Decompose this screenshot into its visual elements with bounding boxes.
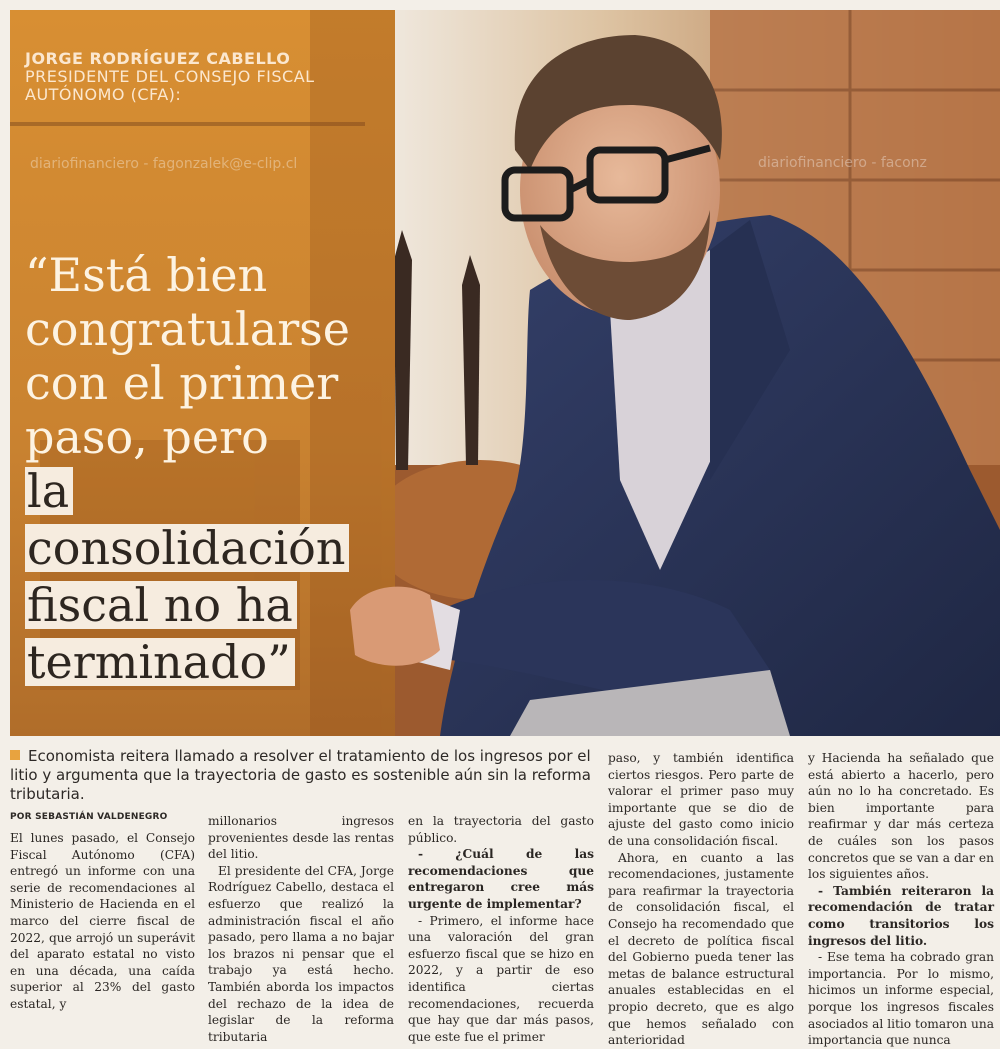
interview-question: - También reiteraron la recomendación de tratar como transitorios los ingresos del litio.	[808, 883, 994, 948]
paragraph: - Primero, el informe hace una valoración del gran esfuerzo fiscal que se hizo en 2022, y a partir de eso identifica ciertas recomendaciones, recuerda que hay que dar más pasos, que este fue el primer	[408, 913, 594, 1044]
article-column-5	[808, 750, 994, 1049]
article-column-4	[608, 750, 794, 1049]
paragraph: El presidente del CFA, Jorge Rodríguez Cabello, destaca el esfuerzo que realizó la administración fiscal el año pasado, pero llama a no bajar los brazos ni pensar que el trabajo ya está hecho. También aborda los impactos del rechazo de la idea de legislar de la reforma tributaria	[208, 863, 394, 1044]
interviewee-role-line2: AUTÓNOMO (CFA):	[25, 85, 182, 104]
article-column-1	[10, 830, 195, 1013]
headline-line: congratularse	[25, 302, 351, 356]
watermark-left: diariofinanciero - fagonzalek@e-clip.cl	[30, 156, 298, 172]
byline: POR SEBASTIÁN VALDENEGRO	[10, 812, 168, 822]
paragraph: El lunes pasado, el Consejo Fiscal Autónomo (CFA) entregó un informe con una serie de recomendaciones al Ministerio de Hacienda en el marco del cierre fiscal de 2022, que arrojó un superávit del aparato estatal no visto en una década, una caída superior al 23% del gasto estatal, y	[10, 831, 195, 1011]
lead-text: Economista reitera llamado a resolver el tratamiento de los ingresos por el litio y argumenta que la trayectoria de gasto es sostenible aún sin la reforma tributaria.	[10, 747, 591, 803]
headline-line: con el primer	[25, 356, 339, 410]
paragraph: paso, y también identifica ciertos riesgos. Pero parte de valorar el primer paso muy importante que se dio de ajuste del gasto como inicio de una consolidación fiscal.	[608, 751, 794, 848]
headline-highlight-line: la	[25, 467, 73, 515]
paragraph: y Hacienda ha señalado que está abierto a hacerlo, pero aún no lo ha concretado. Es bien importante para reafirmar y dar más certeza de cuáles son los pasos concretos que se van a dar en los siguientes años.	[808, 751, 994, 882]
square-bullet-icon	[10, 750, 20, 760]
paragraph: millonarios ingresos provenientes desde las rentas del litio.	[208, 814, 394, 862]
paragraph: Ahora, en cuanto a las recomendaciones, justamente para reafirmar la trayectoria de consolidación fiscal, el Consejo ha recomendado que el decreto de política fiscal del Gobierno pueda tener las metas de balance estructural anuales establecidas en el propio decreto, que es algo que hemos señalado con anterioridad	[608, 850, 794, 1048]
headline-highlight-line: consolidación	[25, 524, 349, 572]
article-lead	[10, 747, 600, 804]
article-column-2	[208, 813, 394, 1045]
interview-question: - ¿Cuál de las recomendaciones que entregaron cree más urgente de implementar?	[408, 847, 594, 911]
paragraph: en la trayectoria del gasto público.	[408, 814, 594, 845]
paragraph: - Ese tema ha cobrado gran importancia. Por lo mismo, hicimos un informe especial, porque los ingresos fiscales asociados al litio tomaron una importancia que nunca	[808, 950, 994, 1048]
watermark-right: diariofinanciero - faconz	[758, 155, 927, 171]
interviewee-name: JORGE RODRÍGUEZ CABELLO	[25, 49, 291, 68]
headline-quote	[25, 248, 405, 692]
headline-line: paso, pero	[25, 410, 269, 464]
headline-highlight-line: terminado”	[25, 638, 295, 686]
article-column-3	[408, 813, 594, 1045]
kicker	[25, 50, 385, 104]
headline-highlight-line: fiscal no ha	[25, 581, 297, 629]
interviewee-role-line1: PRESIDENTE DEL CONSEJO FISCAL	[25, 67, 315, 86]
headline-line: “Está bien	[25, 248, 268, 302]
